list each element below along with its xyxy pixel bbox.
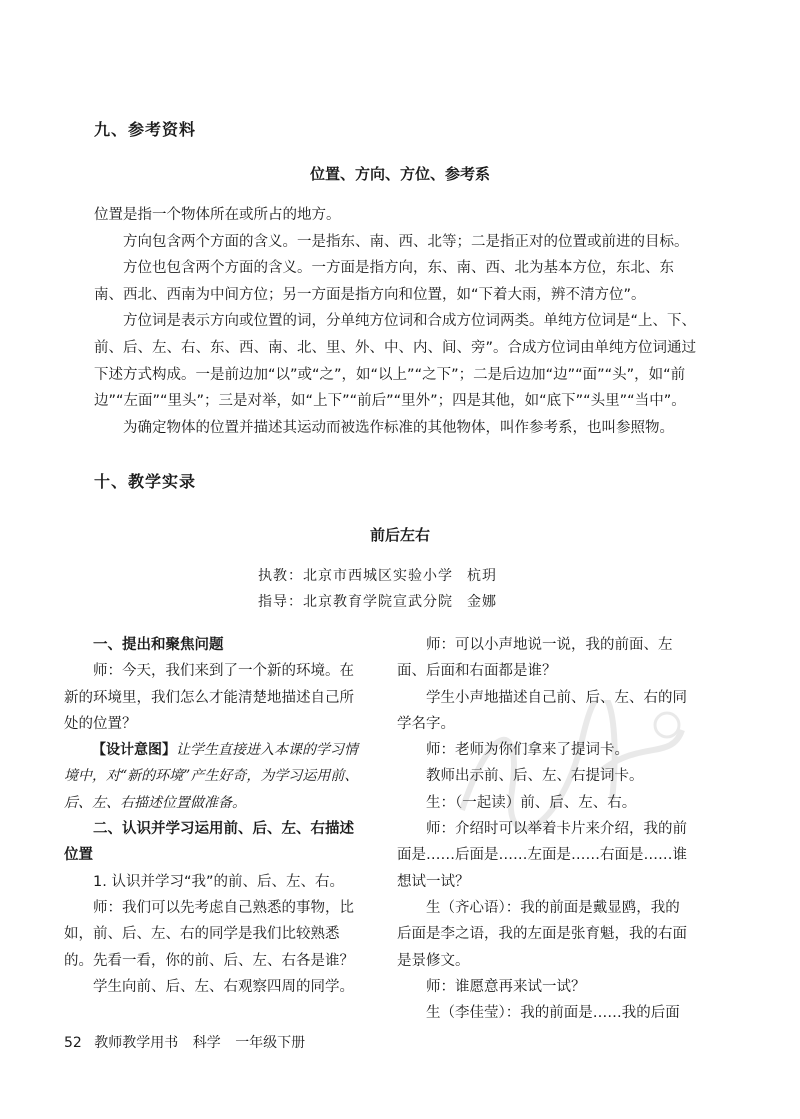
reference-paragraph: 方位也包含两个方面的含义。一方面是指方向，东、南、西、北为基本方位，东北、东南、西北、西南为中间方位；另一方面是指方向和位置，如“下着大雨，辨不清方位”。 [94, 260, 674, 303]
book-name: 教师教学用书 [94, 1035, 179, 1051]
dialogue-paragraph: 师：介绍时可以举着卡片来介绍，我的前面是……后面是……左面是……右面是……谁想试一试？ [397, 821, 687, 890]
dialogue-paragraph: 学生小声地描述自己前、后、左、右的同学名字。 [397, 689, 687, 732]
dialogue-paragraph: 生（李佳莹）：我的前面是……我的后面 [426, 1005, 680, 1022]
dialogue-paragraph: 生：（一起读）前、后、左、右。 [426, 794, 637, 811]
reference-text [94, 202, 700, 441]
left-column [64, 632, 360, 1000]
dialogue-paragraph: 教师出示前、后、左、右提词卡。 [426, 768, 644, 785]
dialogue-paragraph: 生（齐心语）：我的前面是戴显鸥，我的后面是李之语，我的左面是张育魁，我的右面是景修文。 [397, 899, 687, 969]
reference-paragraph: 为确定物体的位置并描述其运动而被选作标准的其他物体，叫作参考系，也叫参照物。 [123, 419, 674, 436]
dialogue-paragraph: 师：谁愿意再来试一试？ [426, 978, 586, 995]
grade-name: 一年级下册 [235, 1035, 306, 1051]
dialogue-paragraph: 师：今天，我们来到了一个新的环境。在新的环境里，我们怎么才能清楚地描述自己所处的位置？ [64, 663, 354, 732]
subheading: 二、认识并学习运用前、后、左、右描述位置 [64, 821, 354, 864]
page-footer [64, 1032, 315, 1052]
dialogue-paragraph: 师：老师为你们拿来了提词卡。 [426, 742, 629, 759]
lesson-credits [258, 563, 511, 615]
right-column [397, 632, 693, 1026]
dialogue-paragraph: 学生向前、后、左、右观察四周的同学。 [93, 978, 354, 995]
reference-paragraph: 位置是指一个物体所在或所占的地方。 [94, 207, 341, 223]
section-10-heading: 十、教学实录 [94, 472, 197, 491]
reference-paragraph: 方位词是表示方向或位置的词，分单纯方位词和合成方位词两类。单纯方位词是“上、下、前、后、左、右、东、西、南、北、里、外、中、内、间、旁”。合成方位词由单纯方位词通过下述方式构成。一是前边加“以”或“之”，如“以上”“之下”；二是后边加“边”“面”“头”，如“前边”“左面”“里头”；三是对举，如“上下”“前后”“里外”；四是其他，如“底下”“头里”“当中”。 [94, 313, 697, 410]
dialogue-paragraph: 1. 认识并学习“我”的前、后、左、右。 [93, 873, 344, 890]
subheading: 一、提出和聚焦问题 [93, 637, 224, 653]
section-9-heading: 九、参考资料 [94, 120, 197, 139]
guide-credit: 指导：北京教育学院宣武分院 金娜 [258, 594, 497, 610]
subject-name: 科学 [192, 1035, 221, 1051]
lesson-title: 前后左右 [369, 526, 430, 544]
page-number: 52 [64, 1035, 82, 1051]
teacher-credit: 执教：北京市西城区实验小学 杭玥 [258, 568, 497, 584]
reference-title: 位置、方向、方位、参考系 [309, 165, 490, 183]
dialogue-paragraph: 师：可以小声地说一说，我的前面、左面、后面和右面都是谁？ [397, 637, 673, 680]
dialogue-paragraph: 师：我们可以先考虑自己熟悉的事物，比如，前、后、左、右的同学是我们比较熟悉的。先看一看，你的前、后、左、右各是谁？ [64, 899, 354, 969]
reference-paragraph: 方向包含两个方面的含义。一是指东、南、西、北等；二是指正对的位置或前进的目标。 [123, 233, 689, 250]
design-intent-note: 【设计意图】让学生直接进入本课的学习情境中，对“新的环境”产生好奇，为学习运用前、后、左、右描述位置做准备。 [64, 742, 359, 811]
